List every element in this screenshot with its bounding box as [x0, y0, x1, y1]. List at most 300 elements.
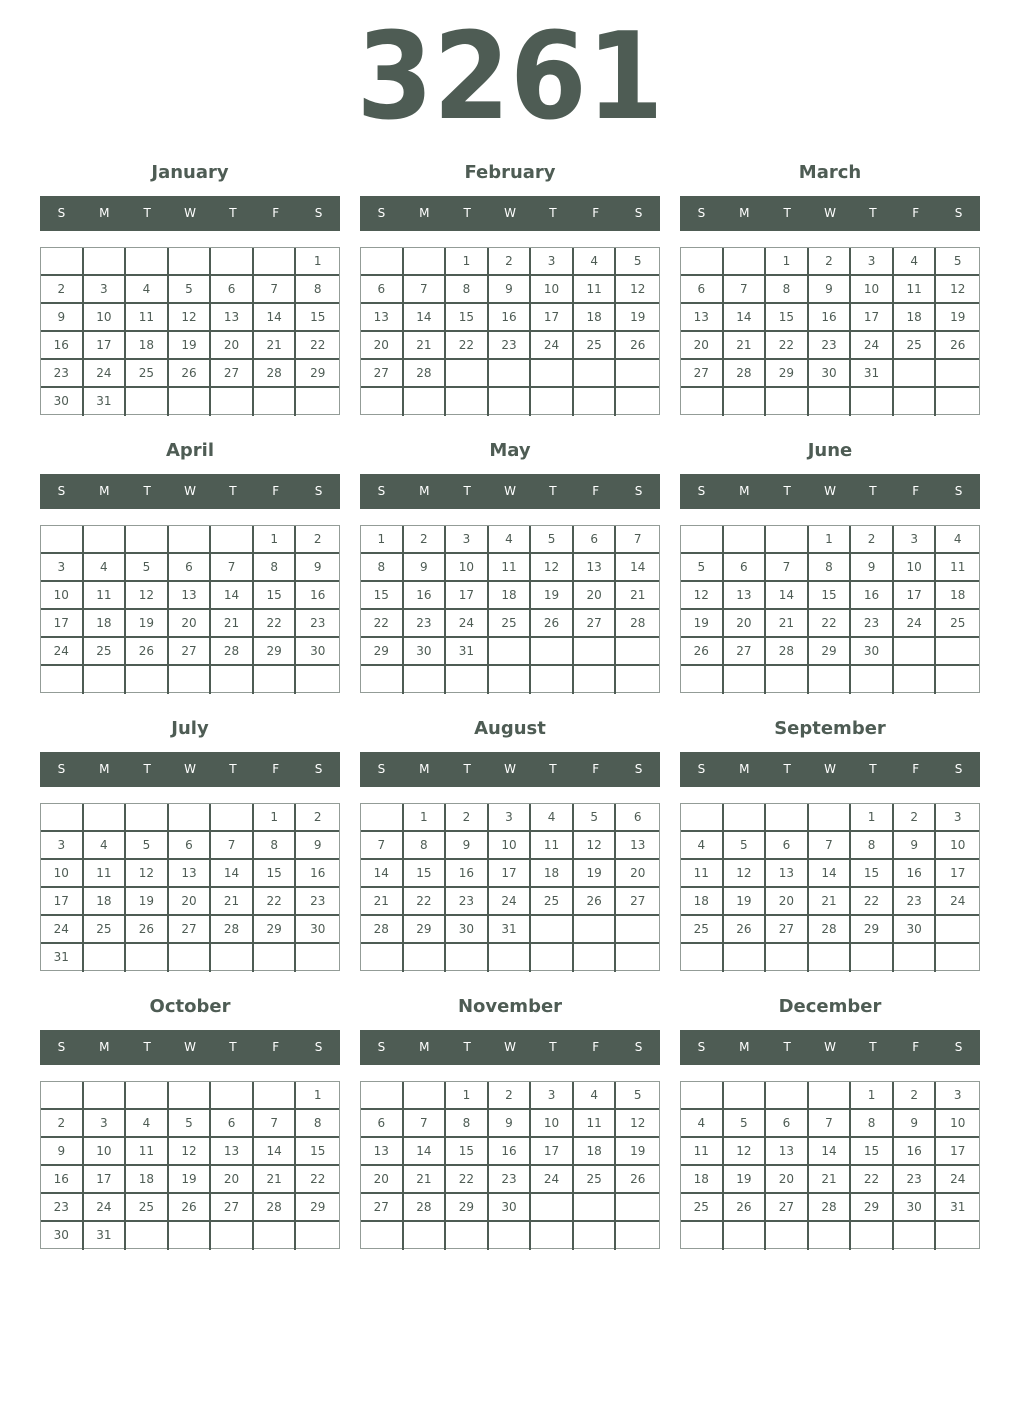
day-cell: 12 [724, 860, 767, 888]
day-cell: 5 [936, 248, 979, 276]
day-cell: 8 [851, 1110, 894, 1138]
day-cell: 7 [361, 832, 404, 860]
empty-day-cell [531, 388, 574, 416]
weekday-label: T [229, 484, 237, 498]
empty-day-cell [446, 388, 489, 416]
empty-day-cell [724, 804, 767, 832]
day-cell: 24 [851, 332, 894, 360]
day-cell: 27 [211, 360, 254, 388]
empty-day-cell [616, 666, 659, 694]
day-cell: 27 [169, 638, 212, 666]
weekday-label: M [99, 1040, 110, 1054]
day-cell: 19 [724, 888, 767, 916]
weekday-label: W [184, 206, 196, 220]
day-cell: 1 [296, 248, 339, 276]
empty-day-cell [404, 1222, 447, 1250]
weekday-header [680, 196, 980, 231]
day-cell: 14 [254, 304, 297, 332]
empty-day-cell [211, 388, 254, 416]
empty-day-cell [84, 1082, 127, 1110]
day-cell: 6 [616, 804, 659, 832]
empty-day-cell [126, 1082, 169, 1110]
weekday-header [360, 1030, 660, 1065]
empty-day-cell [126, 804, 169, 832]
day-cell: 16 [894, 1138, 937, 1166]
day-grid [40, 247, 340, 415]
weekday-label: M [739, 206, 750, 220]
weekday-label: T [463, 1040, 471, 1054]
month-title: May [489, 440, 531, 461]
empty-day-cell [936, 944, 979, 972]
weekday-label: T [869, 1040, 877, 1054]
day-cell: 10 [851, 276, 894, 304]
day-cell: 6 [361, 1110, 404, 1138]
day-cell: 20 [169, 888, 212, 916]
day-cell: 26 [531, 610, 574, 638]
day-cell: 7 [211, 832, 254, 860]
empty-day-cell [936, 638, 979, 666]
day-cell: 18 [126, 332, 169, 360]
day-cell: 22 [766, 332, 809, 360]
day-cell: 5 [574, 804, 617, 832]
day-cell: 20 [211, 1166, 254, 1194]
day-cell: 7 [254, 276, 297, 304]
empty-day-cell [936, 666, 979, 694]
empty-day-cell [851, 388, 894, 416]
day-cell: 1 [404, 804, 447, 832]
empty-day-cell [936, 916, 979, 944]
day-cell: 4 [574, 1082, 617, 1110]
weekday-label: S [697, 484, 706, 498]
weekday-label: F [592, 1040, 600, 1054]
empty-day-cell [489, 638, 532, 666]
day-cell: 28 [616, 610, 659, 638]
day-cell: 9 [894, 832, 937, 860]
day-cell: 22 [296, 332, 339, 360]
empty-day-cell [169, 1082, 212, 1110]
month-title: June [807, 440, 853, 461]
day-cell: 29 [766, 360, 809, 388]
day-cell: 9 [489, 276, 532, 304]
day-cell: 18 [574, 304, 617, 332]
weekday-label: M [739, 1040, 750, 1054]
day-cell: 15 [766, 304, 809, 332]
day-cell: 6 [724, 554, 767, 582]
day-cell: 13 [169, 860, 212, 888]
empty-day-cell [169, 944, 212, 972]
day-cell: 20 [681, 332, 724, 360]
day-cell: 2 [41, 276, 84, 304]
day-cell: 30 [41, 388, 84, 416]
empty-day-cell [211, 526, 254, 554]
day-cell: 22 [851, 888, 894, 916]
empty-day-cell [41, 248, 84, 276]
day-cell: 19 [574, 860, 617, 888]
day-cell: 7 [809, 1110, 852, 1138]
day-cell: 18 [531, 860, 574, 888]
day-cell: 15 [361, 582, 404, 610]
empty-day-cell [446, 360, 489, 388]
day-cell: 30 [446, 916, 489, 944]
empty-day-cell [169, 666, 212, 694]
empty-day-cell [724, 526, 767, 554]
weekday-label: T [783, 762, 791, 776]
empty-day-cell [211, 1222, 254, 1250]
empty-day-cell [894, 944, 937, 972]
day-cell: 18 [489, 582, 532, 610]
day-cell: 13 [766, 860, 809, 888]
weekday-label: M [419, 762, 430, 776]
day-cell: 24 [936, 888, 979, 916]
day-cell: 11 [574, 276, 617, 304]
day-cell: 9 [851, 554, 894, 582]
day-cell: 14 [211, 860, 254, 888]
weekday-label: M [739, 484, 750, 498]
day-cell: 5 [531, 526, 574, 554]
weekday-label: S [697, 1040, 706, 1054]
day-cell: 21 [766, 610, 809, 638]
day-cell: 30 [851, 638, 894, 666]
day-cell: 26 [126, 916, 169, 944]
day-cell: 14 [809, 1138, 852, 1166]
empty-day-cell [894, 638, 937, 666]
day-cell: 25 [936, 610, 979, 638]
day-cell: 10 [446, 554, 489, 582]
day-cell: 6 [211, 1110, 254, 1138]
day-cell: 29 [296, 1194, 339, 1222]
empty-day-cell [361, 388, 404, 416]
weekday-label: F [912, 762, 920, 776]
empty-day-cell [766, 526, 809, 554]
empty-day-cell [616, 1222, 659, 1250]
empty-day-cell [126, 666, 169, 694]
day-cell: 1 [254, 804, 297, 832]
day-cell: 1 [361, 526, 404, 554]
empty-day-cell [296, 666, 339, 694]
weekday-label: F [592, 484, 600, 498]
day-cell: 10 [41, 582, 84, 610]
empty-day-cell [254, 388, 297, 416]
weekday-label: T [143, 762, 151, 776]
day-cell: 28 [254, 360, 297, 388]
weekday-label: W [504, 484, 516, 498]
day-cell: 17 [936, 860, 979, 888]
day-cell: 15 [809, 582, 852, 610]
weekday-label: F [592, 762, 600, 776]
day-cell: 17 [84, 332, 127, 360]
weekday-header [680, 474, 980, 509]
weekday-label: M [419, 1040, 430, 1054]
empty-day-cell [211, 248, 254, 276]
weekday-label: S [954, 206, 963, 220]
day-cell: 31 [489, 916, 532, 944]
weekday-label: S [57, 206, 66, 220]
weekday-label: T [143, 1040, 151, 1054]
day-cell: 25 [126, 360, 169, 388]
day-cell: 16 [296, 582, 339, 610]
empty-day-cell [574, 1222, 617, 1250]
day-cell: 26 [169, 1194, 212, 1222]
day-cell: 9 [296, 832, 339, 860]
empty-day-cell [616, 388, 659, 416]
day-cell: 17 [41, 610, 84, 638]
day-cell: 9 [809, 276, 852, 304]
day-cell: 29 [296, 360, 339, 388]
day-cell: 11 [84, 582, 127, 610]
day-cell: 26 [616, 332, 659, 360]
day-cell: 5 [724, 832, 767, 860]
weekday-header [40, 196, 340, 231]
weekday-label: M [99, 206, 110, 220]
day-cell: 6 [169, 554, 212, 582]
day-cell: 13 [681, 304, 724, 332]
day-cell: 31 [41, 944, 84, 972]
empty-day-cell [766, 1082, 809, 1110]
weekday-label: T [143, 206, 151, 220]
empty-day-cell [404, 666, 447, 694]
day-cell: 29 [361, 638, 404, 666]
day-grid [40, 803, 340, 971]
day-grid [360, 247, 660, 415]
empty-day-cell [489, 360, 532, 388]
day-cell: 19 [616, 304, 659, 332]
empty-day-cell [126, 1222, 169, 1250]
empty-day-cell [531, 1222, 574, 1250]
month-title: December [778, 996, 882, 1017]
day-cell: 16 [41, 332, 84, 360]
empty-day-cell [574, 944, 617, 972]
day-cell: 28 [211, 638, 254, 666]
day-cell: 10 [531, 276, 574, 304]
day-cell: 8 [809, 554, 852, 582]
empty-day-cell [894, 388, 937, 416]
empty-day-cell [169, 1222, 212, 1250]
day-cell: 7 [766, 554, 809, 582]
day-cell: 19 [531, 582, 574, 610]
empty-day-cell [681, 1082, 724, 1110]
day-cell: 12 [531, 554, 574, 582]
day-cell: 28 [254, 1194, 297, 1222]
day-cell: 11 [126, 304, 169, 332]
day-cell: 30 [296, 638, 339, 666]
day-cell: 11 [894, 276, 937, 304]
day-cell: 28 [724, 360, 767, 388]
day-cell: 1 [809, 526, 852, 554]
day-cell: 24 [531, 332, 574, 360]
day-cell: 7 [404, 276, 447, 304]
day-cell: 30 [894, 916, 937, 944]
day-cell: 17 [531, 1138, 574, 1166]
month-title: September [774, 718, 886, 739]
day-cell: 23 [446, 888, 489, 916]
empty-day-cell [766, 388, 809, 416]
empty-day-cell [936, 1222, 979, 1250]
day-cell: 3 [531, 1082, 574, 1110]
weekday-label: S [954, 1040, 963, 1054]
empty-day-cell [681, 388, 724, 416]
day-cell: 20 [724, 610, 767, 638]
weekday-header [360, 474, 660, 509]
day-cell: 15 [296, 1138, 339, 1166]
day-cell: 18 [936, 582, 979, 610]
day-cell: 27 [211, 1194, 254, 1222]
month-title: January [151, 162, 229, 183]
day-cell: 4 [84, 554, 127, 582]
day-grid [680, 1081, 980, 1249]
day-cell: 22 [446, 332, 489, 360]
day-cell: 10 [936, 832, 979, 860]
weekday-label: T [549, 762, 557, 776]
day-cell: 1 [851, 1082, 894, 1110]
day-cell: 28 [404, 360, 447, 388]
day-cell: 27 [169, 916, 212, 944]
day-cell: 9 [404, 554, 447, 582]
day-cell: 12 [126, 860, 169, 888]
day-cell: 17 [446, 582, 489, 610]
day-cell: 24 [41, 638, 84, 666]
day-grid [360, 525, 660, 693]
day-cell: 30 [489, 1194, 532, 1222]
empty-day-cell [404, 248, 447, 276]
weekday-label: F [272, 1040, 280, 1054]
day-cell: 6 [169, 832, 212, 860]
day-cell: 16 [41, 1166, 84, 1194]
weekday-label: T [783, 1040, 791, 1054]
day-cell: 13 [211, 1138, 254, 1166]
weekday-label: F [272, 484, 280, 498]
day-cell: 13 [361, 304, 404, 332]
day-cell: 17 [894, 582, 937, 610]
day-cell: 15 [851, 1138, 894, 1166]
empty-day-cell [574, 916, 617, 944]
weekday-label: S [377, 1040, 386, 1054]
empty-day-cell [361, 1082, 404, 1110]
weekday-label: W [824, 206, 836, 220]
day-cell: 17 [41, 888, 84, 916]
day-cell: 10 [894, 554, 937, 582]
day-cell: 15 [254, 860, 297, 888]
day-cell: 25 [894, 332, 937, 360]
weekday-label: S [377, 484, 386, 498]
day-cell: 28 [809, 1194, 852, 1222]
empty-day-cell [254, 1082, 297, 1110]
day-cell: 31 [851, 360, 894, 388]
weekday-label: F [912, 206, 920, 220]
day-cell: 14 [616, 554, 659, 582]
empty-day-cell [724, 944, 767, 972]
day-cell: 6 [766, 832, 809, 860]
day-cell: 11 [681, 1138, 724, 1166]
day-cell: 7 [404, 1110, 447, 1138]
month-title: November [457, 996, 563, 1017]
empty-day-cell [361, 804, 404, 832]
weekday-label: M [419, 484, 430, 498]
day-cell: 19 [169, 332, 212, 360]
empty-day-cell [41, 666, 84, 694]
weekday-label: S [954, 484, 963, 498]
day-cell: 17 [489, 860, 532, 888]
day-cell: 16 [809, 304, 852, 332]
weekday-label: S [634, 762, 643, 776]
empty-day-cell [126, 526, 169, 554]
day-grid [680, 247, 980, 415]
day-cell: 25 [681, 1194, 724, 1222]
day-cell: 13 [724, 582, 767, 610]
day-cell: 8 [404, 832, 447, 860]
empty-day-cell [211, 944, 254, 972]
day-cell: 19 [936, 304, 979, 332]
day-cell: 5 [681, 554, 724, 582]
empty-day-cell [809, 1082, 852, 1110]
day-cell: 25 [681, 916, 724, 944]
weekday-label: T [229, 762, 237, 776]
weekday-label: S [314, 206, 323, 220]
empty-day-cell [169, 248, 212, 276]
day-cell: 21 [361, 888, 404, 916]
day-cell: 7 [254, 1110, 297, 1138]
day-cell: 4 [126, 276, 169, 304]
day-cell: 18 [574, 1138, 617, 1166]
day-cell: 23 [809, 332, 852, 360]
day-cell: 22 [851, 1166, 894, 1194]
empty-day-cell [936, 388, 979, 416]
weekday-label: S [57, 1040, 66, 1054]
empty-day-cell [894, 360, 937, 388]
day-cell: 22 [446, 1166, 489, 1194]
day-cell: 27 [361, 1194, 404, 1222]
day-cell: 20 [766, 888, 809, 916]
weekday-header [40, 1030, 340, 1065]
weekday-label: S [634, 206, 643, 220]
empty-day-cell [489, 388, 532, 416]
empty-day-cell [41, 526, 84, 554]
weekday-label: F [592, 206, 600, 220]
month-title: March [798, 162, 862, 183]
day-cell: 12 [169, 1138, 212, 1166]
day-cell: 22 [254, 610, 297, 638]
day-cell: 10 [84, 304, 127, 332]
weekday-label: W [184, 484, 196, 498]
day-cell: 5 [169, 1110, 212, 1138]
day-cell: 6 [361, 276, 404, 304]
day-cell: 18 [681, 1166, 724, 1194]
day-cell: 22 [809, 610, 852, 638]
day-cell: 23 [894, 1166, 937, 1194]
empty-day-cell [681, 248, 724, 276]
day-cell: 15 [404, 860, 447, 888]
day-cell: 6 [766, 1110, 809, 1138]
day-cell: 16 [489, 1138, 532, 1166]
day-cell: 16 [894, 860, 937, 888]
day-cell: 25 [574, 332, 617, 360]
day-cell: 4 [681, 1110, 724, 1138]
day-cell: 3 [936, 1082, 979, 1110]
day-cell: 28 [211, 916, 254, 944]
day-cell: 4 [531, 804, 574, 832]
day-cell: 29 [851, 916, 894, 944]
day-cell: 30 [41, 1222, 84, 1250]
weekday-label: T [143, 484, 151, 498]
empty-day-cell [84, 944, 127, 972]
weekday-label: W [184, 1040, 196, 1054]
day-cell: 20 [361, 1166, 404, 1194]
empty-day-cell [894, 1222, 937, 1250]
day-cell: 17 [531, 304, 574, 332]
day-cell: 15 [254, 582, 297, 610]
weekday-label: T [463, 206, 471, 220]
empty-day-cell [404, 1082, 447, 1110]
day-cell: 13 [766, 1138, 809, 1166]
